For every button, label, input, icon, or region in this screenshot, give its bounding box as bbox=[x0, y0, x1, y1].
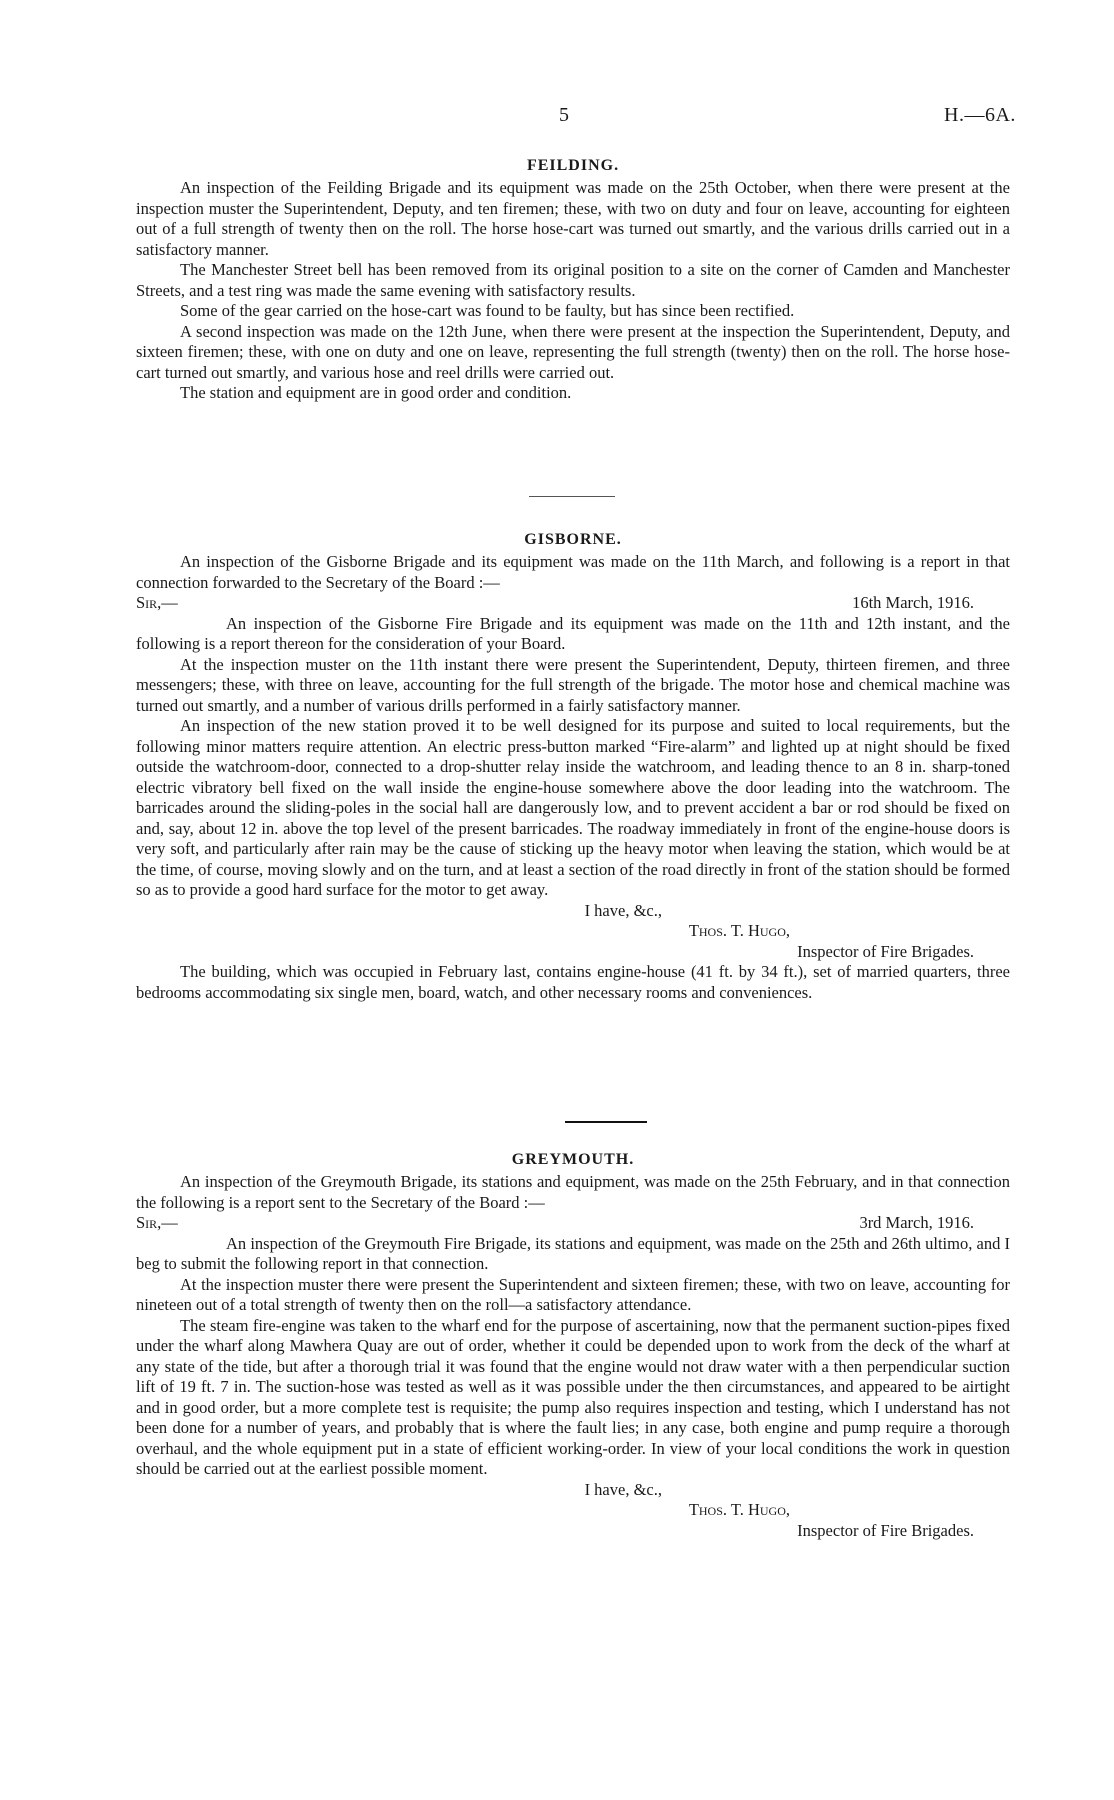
section-title: GREYMOUTH. bbox=[511, 1151, 635, 1168]
signatory-name: Thos. T. Hugo, bbox=[688, 921, 790, 940]
section-title: GISBORNE. bbox=[524, 531, 622, 548]
letter-paragraph: The steam fire-engine was taken to the wharf end for the purpose of ascertaining, now that the permanent suction-pipes fixed under the wharf along Mawhera Quay are out of order, whether it could be depended upon to work from the deck of the wharf at any state of the tide, but after a thorough trial it was found that the engine would not draw water with a then perpendicular suction lift of 19 ft. 7 in. The suction-hose was tested as well as it was possible under the then circumstances, and appeared to be airtight and in good order, but a more complete test is requisite; the pump also requires inspection and testing, which I understand has not been done for a number of years, and probably that is where the fault lies; in any case, both engine and pump require a thorough overhaul, and the whole equipment put in a state of efficient working-order. In view of your local conditions the work in question should be carried out at the earliest possible moment. bbox=[136, 1315, 1010, 1478]
section-divider bbox=[565, 1121, 647, 1123]
salutation: Sir,— bbox=[136, 1213, 178, 1232]
letter-paragraph: An inspection of the Greymouth Fire Brigade, its stations and equipment, was made on the 25th and 26th ultimo, and I beg to submit the following report in that connection. bbox=[136, 1233, 1010, 1273]
signatory-title: Inspector of Fire Brigades. bbox=[797, 941, 974, 961]
paragraph: Some of the gear carried on the hose-cart was found to be faulty, but has since been rectified. bbox=[180, 301, 795, 320]
paragraph: An inspection of the Feilding Brigade and its equipment was made on the 25th October, when there were present at the inspection muster the Superintendent, Deputy, and ten firemen; these, with two on duty and four on leave, accounting for eighteen out of a full strength of twenty then on the roll. The horse hose-cart was turned out smartly, and the various drills carried out in a satisfactory manner. bbox=[136, 178, 1010, 259]
letter-paragraph: An inspection of the new station proved it to be well designed for its purpose and suited to local requirements, but the following minor matters require attention. An electric press-button marked “Fire-alarm” and lighted up at night should be fixed outside the watchroom-door, connected to a drop-shutter relay inside the watchroom, and leading thence to an 8 in. sharp-toned electric vibratory bell fixed on the wall inside the engine-house somewhere above the door leading into the watchroom. The barricades around the sliding-poles in the social hall are dangerously low, and to prevent accident a bar or rod should be fixed on and, say, about 12 in. above the top level of the present barricades. The roadway immediately in front of the engine-house doors is very soft, and particularly after rain may be the cause of sticking up the heavy motor when leaving the station, which would be at the time, of course, moving slowly and on the turn, and at least a section of the road directly in front of the station should be formed so as to provide a good hard surface for the motor to get away. bbox=[136, 716, 1010, 899]
paragraph: The station and equipment are in good order and condition. bbox=[180, 383, 572, 402]
letter-paragraph: An inspection of the Gisborne Fire Brigade and its equipment was made on the 11th and 12th instant, and the following is a report thereon for the consideration of your Board. bbox=[136, 613, 1010, 653]
section-gisborne bbox=[136, 528, 1010, 1003]
signatory-name: Thos. T. Hugo, bbox=[688, 1500, 790, 1519]
paragraph: An inspection of the Greymouth Brigade, its stations and equipment, was made on the 25th February, and in that connection the following is a report sent to the Secretary of the Board :— bbox=[136, 1172, 1010, 1212]
paragraph: A second inspection was made on the 12th June, when there were present at the inspection the Superintendent, Deputy, and sixteen firemen; these, with one on duty and one on leave, representing the full strength (twenty) then on the roll. The horse hose-cart turned out smartly, and various hose and reel drills were carried out. bbox=[136, 321, 1010, 382]
page-number: 5 bbox=[559, 104, 569, 126]
letter-date: 3rd March, 1916. bbox=[859, 1213, 974, 1232]
paragraph: An inspection of the Gisborne Brigade and its equipment was made on the 11th March, and following is a report in that connection forwarded to the Secretary of the Board :— bbox=[136, 552, 1010, 592]
letter-closing: I have, &c., bbox=[584, 900, 662, 920]
letter-date: 16th March, 1916. bbox=[852, 593, 974, 612]
paragraph: The Manchester Street bell has been removed from its original position to a site on the corner of Camden and Manchester Streets, and a test ring was made the same evening with satisfactory results. bbox=[136, 260, 1010, 300]
letter-paragraph: At the inspection muster on the 11th instant there were present the Superintendent, Deputy, thirteen firemen, and three messengers; these, with three on leave, accounting for the full strength of the brigade. The motor hose and chemical machine was turned out smartly, and a number of various drills performed in a fairly satisfactory manner. bbox=[136, 654, 1010, 715]
section-divider bbox=[529, 496, 615, 497]
letter-paragraph: At the inspection muster there were present the Superintendent and sixteen firemen; these, with two on leave, accounting for nineteen out of a total strength of twenty then on the roll—a satisfactory attendance. bbox=[136, 1274, 1010, 1314]
section-title: FEILDING. bbox=[526, 157, 620, 174]
paragraph: The building, which was occupied in February last, contains engine-house (41 ft. by 34 ft.), set of married quarters, three bedrooms accommodating six single men, board, watch, and other necessary rooms and conveniences. bbox=[136, 962, 1010, 1002]
letter-closing: I have, &c., bbox=[584, 1479, 662, 1499]
letter-header bbox=[136, 593, 1010, 614]
section-greymouth bbox=[136, 1148, 1010, 1541]
section-feilding bbox=[136, 154, 1010, 404]
letter-header bbox=[136, 1213, 1010, 1234]
salutation: Sir,— bbox=[136, 593, 178, 612]
signatory-title: Inspector of Fire Brigades. bbox=[797, 1520, 974, 1540]
document-reference: H.—6A. bbox=[944, 104, 1016, 126]
